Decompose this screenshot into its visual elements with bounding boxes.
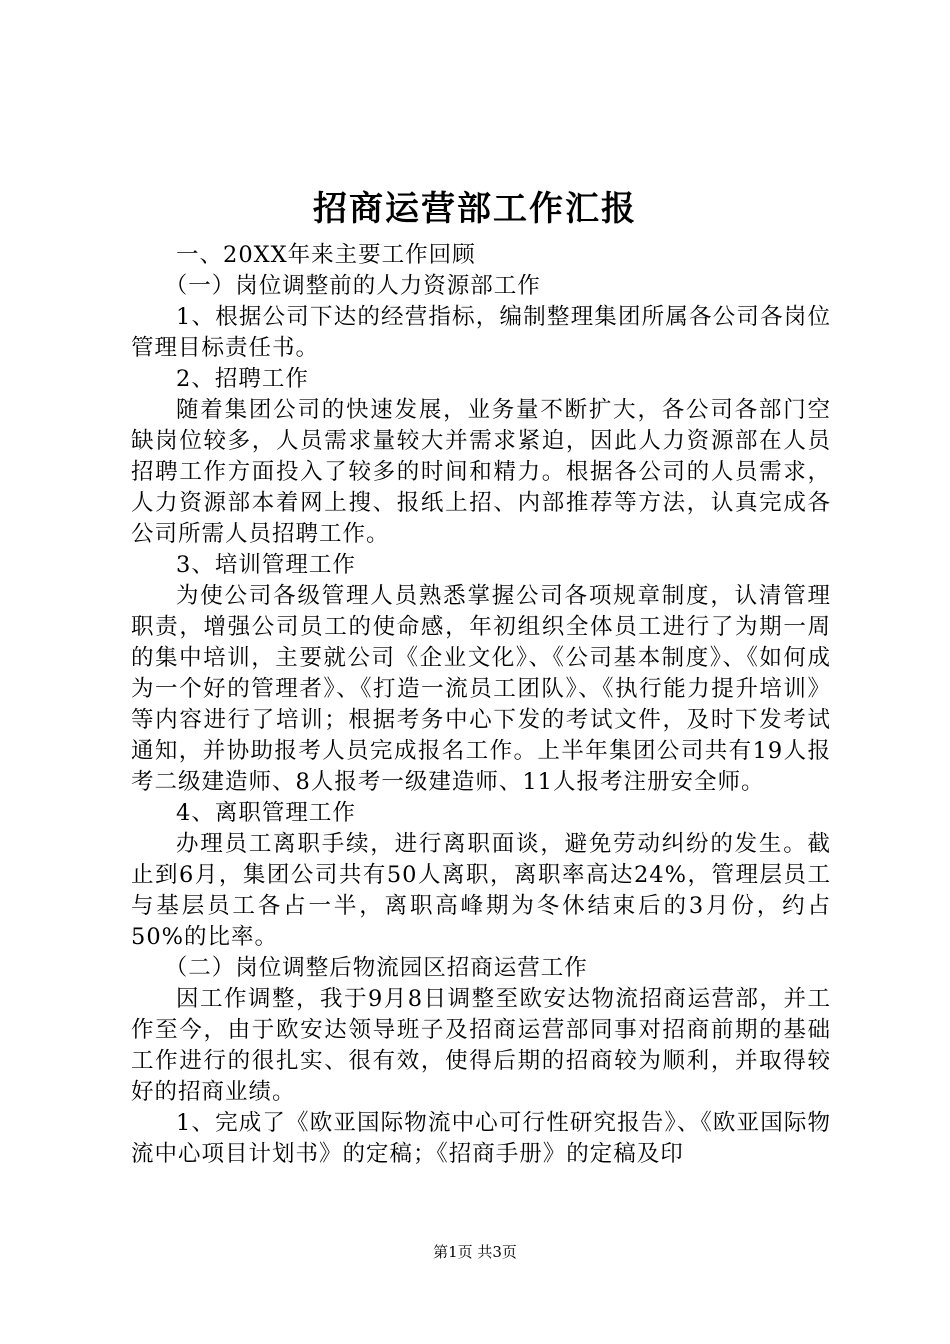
paragraph: 因工作调整，我于9月8日调整至欧安达物流招商运营部，并工作至今，由于欧安达领导班子及招商运营部同事对招商前期的基础工作进行的很扎实、很有效，使得后期的招商较为顺利，并取得较好的招商业绩。	[131, 986, 831, 1105]
item-heading: 2、招聘工作	[176, 366, 309, 392]
document-title: 招商运营部工作汇报	[313, 189, 637, 229]
paragraph: 办理员工离职手续，进行离职面谈，避免劳动纠纷的发生。截止到6月，集团公司共有50人离职，离职率高达24%，管理层员工与基层员工各占一半，离职高峰期为冬休结束后的3月份，约占50%的比率。	[131, 831, 831, 950]
document-body	[131, 240, 831, 1170]
item-heading: 3、培训管理工作	[176, 552, 356, 578]
subsection-heading: （一）岗位调整前的人力资源部工作	[164, 273, 541, 299]
paragraph: 1、完成了《欧亚国际物流中心可行性研究报告》、《欧亚国际物流中心项目计划书》的定稿；《招商手册》的定稿及印	[131, 1110, 831, 1167]
paragraph: 随着集团公司的快速发展，业务量不断扩大，各公司各部门空缺岗位较多，人员需求量较大并需求紧迫，因此人力资源部在人员招聘工作方面投入了较多的时间和精力。根据各公司的人员需求，人力资源部本着网上搜、报纸上招、内部推荐等方法，认真完成各公司所需人员招聘工作。	[131, 397, 831, 547]
paragraph: 1、根据公司下达的经营指标，编制整理集团所属各公司各岗位管理目标责任书。	[131, 304, 831, 361]
section-heading: 一、20XX年来主要工作回顾	[176, 242, 476, 268]
paragraph: 为使公司各级管理人员熟悉掌握公司各项规章制度，认清管理职责，增强公司员工的使命感，年初组织全体员工进行了为期一周的集中培训，主要就公司《企业文化》、《公司基本制度》、《如何成为一个好的管理者》、《打造一流员工团队》、《执行能力提升培训》等内容进行了培训；根据考务中心下发的考试文件，及时下发考试通知，并协助报考人员完成报名工作。上半年集团公司共有19人报考二级建造师、8人报考一级建造师、11人报考注册安全师。	[131, 583, 831, 795]
page-number-footer: 第1页 共3页	[433, 1243, 517, 1261]
item-heading: 4、离职管理工作	[176, 800, 356, 826]
subsection-heading: （二）岗位调整后物流园区招商运营工作	[164, 955, 588, 981]
